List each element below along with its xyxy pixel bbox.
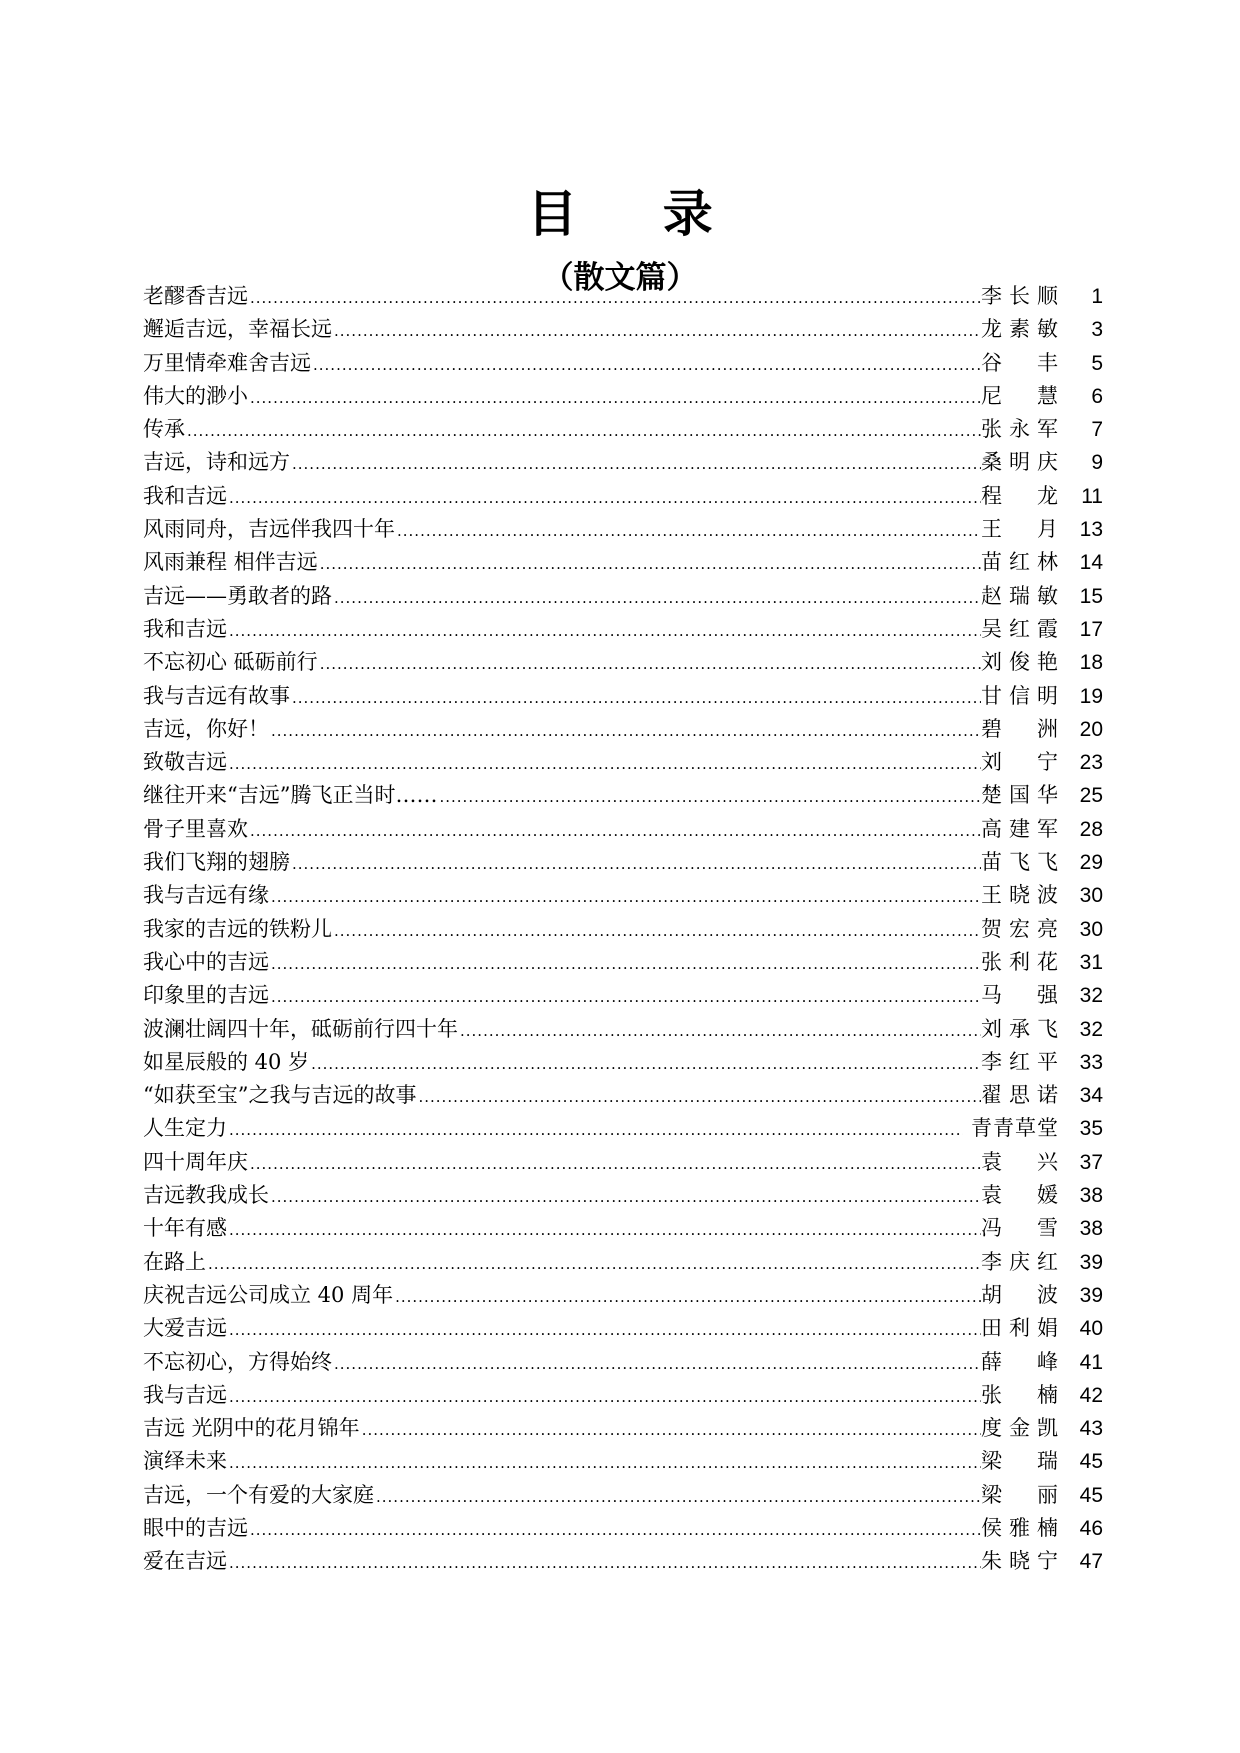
toc-entry[interactable] bbox=[143, 1279, 1103, 1312]
toc-entry-page: 37 bbox=[1079, 1150, 1103, 1174]
dot-leader bbox=[311, 1046, 981, 1079]
toc-entry-page: 17 bbox=[1079, 617, 1103, 641]
toc-entry-author: 楚国华 bbox=[981, 783, 1059, 808]
toc-entry-page: 46 bbox=[1079, 1516, 1103, 1540]
dot-leader bbox=[292, 846, 981, 879]
toc-entry[interactable] bbox=[143, 1512, 1103, 1545]
toc-entry-title: 爱在吉远 bbox=[143, 1549, 227, 1574]
toc-entry-author: 薛 峰 bbox=[981, 1349, 1059, 1374]
toc-entry-author: 冯 雪 bbox=[981, 1216, 1059, 1241]
toc-entry[interactable] bbox=[143, 1312, 1103, 1345]
toc-entry-title: 四十周年庆 bbox=[143, 1149, 248, 1174]
toc-entry-author: 刘俊艳 bbox=[981, 650, 1059, 675]
toc-entry-page: 13 bbox=[1079, 518, 1103, 542]
toc-entry-title: 如星辰般的 40 岁 bbox=[143, 1049, 310, 1074]
dot-leader bbox=[229, 613, 981, 646]
toc-entry-title: 大爱吉远 bbox=[143, 1316, 227, 1341]
toc-entry-title: 吉远，你好！ bbox=[143, 716, 269, 741]
toc-entry-title: 不忘初心 砥砺前行 bbox=[143, 650, 318, 675]
toc-entry-page: 35 bbox=[1079, 1117, 1103, 1141]
toc-entry[interactable] bbox=[143, 1379, 1103, 1412]
toc-entry-title: 吉远 光阴中的花月锦年 bbox=[143, 1416, 360, 1441]
toc-entry-page: 6 bbox=[1091, 384, 1103, 408]
toc-entry-author: 侯雅楠 bbox=[981, 1515, 1059, 1540]
toc-entry-page: 25 bbox=[1079, 784, 1103, 808]
toc-entry[interactable] bbox=[143, 913, 1103, 946]
toc-entry-author: 李红平 bbox=[981, 1049, 1059, 1074]
dot-leader bbox=[250, 1512, 981, 1545]
toc-entry-page: 20 bbox=[1079, 717, 1103, 741]
toc-entry-title: 我们飞翔的翅膀 bbox=[143, 850, 290, 875]
toc-entry[interactable] bbox=[143, 979, 1103, 1012]
toc-entry-title: 传承 bbox=[143, 417, 185, 442]
toc-entry[interactable] bbox=[143, 1179, 1103, 1212]
dot-leader bbox=[271, 946, 981, 979]
toc-entry-author: 张利花 bbox=[981, 949, 1059, 974]
toc-entry-author: 桑明庆 bbox=[981, 450, 1059, 475]
toc-entry-page: 30 bbox=[1079, 884, 1103, 908]
section-title: （散文篇） bbox=[542, 259, 698, 296]
dot-leader bbox=[376, 1479, 981, 1512]
toc-entry-author: 程 龙 bbox=[981, 483, 1059, 508]
toc-entry-author: 刘 宁 bbox=[981, 750, 1059, 775]
toc-entry-author: 贺宏亮 bbox=[981, 916, 1059, 941]
toc-entry-title: 风雨同舟，吉远伴我四十年 bbox=[143, 517, 395, 542]
toc-entry[interactable] bbox=[143, 380, 1103, 413]
toc-entry-author: 袁 兴 bbox=[981, 1149, 1059, 1174]
toc-entry[interactable] bbox=[143, 446, 1103, 479]
dot-leader bbox=[313, 347, 981, 380]
dot-leader bbox=[229, 1545, 981, 1578]
dot-leader bbox=[271, 713, 981, 746]
toc-entry-title: 我与吉远有缘 bbox=[143, 883, 269, 908]
dot-leader bbox=[271, 1179, 981, 1212]
toc-entry-title: 眼中的吉远 bbox=[143, 1515, 248, 1540]
dot-leader bbox=[250, 1146, 981, 1179]
toc-entry-page: 9 bbox=[1091, 451, 1103, 475]
toc-entry-page: 23 bbox=[1079, 751, 1103, 775]
toc-entry[interactable] bbox=[143, 1545, 1103, 1578]
toc-entry-page: 19 bbox=[1079, 684, 1103, 708]
dot-leader bbox=[250, 380, 981, 413]
dot-leader bbox=[250, 813, 981, 846]
dot-leader bbox=[418, 1079, 981, 1112]
toc-entry-author: 甘信明 bbox=[981, 683, 1059, 708]
toc-entry[interactable] bbox=[143, 746, 1103, 779]
toc-entry-page: 45 bbox=[1079, 1483, 1103, 1507]
toc-entry[interactable] bbox=[143, 1246, 1103, 1279]
toc-entry-author: 龙素敏 bbox=[981, 317, 1059, 342]
dot-leader bbox=[439, 779, 981, 812]
toc-entry-title: 骨子里喜欢 bbox=[143, 816, 248, 841]
toc-entry[interactable] bbox=[143, 480, 1103, 513]
table-of-contents bbox=[143, 280, 1103, 1579]
toc-entry[interactable] bbox=[143, 1212, 1103, 1245]
toc-entry-author: 李庆红 bbox=[981, 1249, 1059, 1274]
toc-entry-author: 青青草堂 bbox=[971, 1116, 1059, 1141]
toc-entry[interactable] bbox=[143, 813, 1103, 846]
toc-entry-title: 吉远教我成长 bbox=[143, 1183, 269, 1208]
toc-entry-page: 28 bbox=[1079, 817, 1103, 841]
toc-entry[interactable] bbox=[143, 879, 1103, 912]
dot-leader bbox=[320, 546, 981, 579]
dot-leader bbox=[229, 1445, 981, 1478]
dot-leader bbox=[362, 1412, 981, 1445]
toc-entry[interactable] bbox=[143, 1013, 1103, 1046]
toc-entry[interactable] bbox=[143, 1046, 1103, 1079]
toc-entry[interactable] bbox=[143, 646, 1103, 679]
toc-entry-title: 十年有感 bbox=[143, 1216, 227, 1241]
toc-entry[interactable] bbox=[143, 680, 1103, 713]
toc-entry-title: 演绎未来 bbox=[143, 1449, 227, 1474]
toc-entry-author: 袁 媛 bbox=[981, 1183, 1059, 1208]
toc-entry-author: 王晓波 bbox=[981, 883, 1059, 908]
toc-entry-author: 谷 丰 bbox=[981, 350, 1059, 375]
page-title: 目 录 bbox=[527, 184, 747, 243]
dot-leader bbox=[229, 1379, 981, 1412]
toc-entry-author: 苗飞飞 bbox=[981, 850, 1059, 875]
toc-entry[interactable] bbox=[143, 413, 1103, 446]
toc-entry-page: 32 bbox=[1079, 984, 1103, 1008]
toc-entry-title: 致敬吉远 bbox=[143, 750, 227, 775]
toc-entry-page: 3 bbox=[1091, 318, 1103, 342]
toc-entry-title: 吉远——勇敢者的路 bbox=[143, 583, 332, 608]
toc-entry[interactable] bbox=[143, 1412, 1103, 1445]
toc-entry-title: 我和吉远 bbox=[143, 616, 227, 641]
dot-leader bbox=[460, 1013, 981, 1046]
toc-entry-page: 38 bbox=[1079, 1217, 1103, 1241]
toc-entry-page: 11 bbox=[1081, 484, 1103, 508]
dot-leader bbox=[208, 1246, 981, 1279]
dot-leader bbox=[229, 1212, 981, 1245]
toc-entry-title: 我心中的吉远 bbox=[143, 949, 269, 974]
toc-entry[interactable] bbox=[143, 1346, 1103, 1379]
dot-leader bbox=[229, 1312, 981, 1345]
toc-entry[interactable] bbox=[143, 280, 1103, 313]
toc-entry-page: 33 bbox=[1079, 1050, 1103, 1074]
toc-entry-title: 我和吉远 bbox=[143, 483, 227, 508]
toc-entry[interactable] bbox=[143, 313, 1103, 346]
toc-entry-page: 5 bbox=[1091, 351, 1103, 375]
toc-entry[interactable] bbox=[143, 713, 1103, 746]
toc-entry[interactable] bbox=[143, 1479, 1103, 1512]
toc-entry[interactable] bbox=[143, 1112, 1103, 1145]
toc-entry-author: 李长顺 bbox=[981, 284, 1059, 308]
toc-entry-title: 继往开来“吉远”腾飞正当时…… bbox=[143, 783, 438, 808]
toc-entry[interactable] bbox=[143, 779, 1103, 812]
toc-entry-author: 梁 瑞 bbox=[981, 1449, 1059, 1474]
dot-leader bbox=[397, 513, 981, 546]
toc-entry-title: 风雨兼程 相伴吉远 bbox=[143, 550, 318, 575]
toc-entry[interactable] bbox=[143, 946, 1103, 979]
toc-entry-title: 在路上 bbox=[143, 1249, 206, 1274]
dot-leader bbox=[229, 1112, 963, 1145]
toc-entry-page: 7 bbox=[1091, 418, 1103, 442]
toc-entry-page: 41 bbox=[1079, 1350, 1103, 1374]
toc-entry-page: 39 bbox=[1079, 1250, 1103, 1274]
dot-leader bbox=[292, 680, 981, 713]
toc-entry-page: 40 bbox=[1079, 1317, 1103, 1341]
toc-entry-title: 万里情牵难舍吉远 bbox=[143, 350, 311, 375]
toc-entry-author: 赵瑞敏 bbox=[981, 583, 1059, 608]
dot-leader bbox=[250, 280, 981, 313]
toc-entry-title: 吉远，一个有爱的大家庭 bbox=[143, 1482, 374, 1507]
toc-entry-title: 邂逅吉远，幸福长远 bbox=[143, 317, 332, 342]
toc-entry-author: 苗红林 bbox=[981, 550, 1059, 575]
toc-entry-title: 印象里的吉远 bbox=[143, 983, 269, 1008]
toc-entry-author: 胡 波 bbox=[981, 1282, 1059, 1307]
toc-entry-title: 我与吉远有故事 bbox=[143, 683, 290, 708]
toc-entry-author: 碧 洲 bbox=[981, 716, 1059, 741]
toc-entry-page: 39 bbox=[1079, 1283, 1103, 1307]
dot-leader bbox=[292, 446, 981, 479]
dot-leader bbox=[271, 879, 981, 912]
toc-entry-author: 刘承飞 bbox=[981, 1016, 1059, 1041]
toc-entry[interactable] bbox=[143, 846, 1103, 879]
dot-leader bbox=[187, 413, 981, 446]
toc-entry-author: 朱晓宁 bbox=[981, 1549, 1059, 1574]
toc-entry-page: 15 bbox=[1079, 584, 1103, 608]
toc-entry-page: 14 bbox=[1079, 551, 1103, 575]
dot-leader bbox=[334, 580, 981, 613]
toc-entry-page: 42 bbox=[1079, 1383, 1103, 1407]
toc-entry-author: 吴红霞 bbox=[981, 616, 1059, 641]
toc-entry-title: 吉远，诗和远方 bbox=[143, 450, 290, 475]
dot-leader bbox=[334, 313, 981, 346]
toc-entry-page: 47 bbox=[1079, 1550, 1103, 1574]
toc-entry[interactable] bbox=[143, 347, 1103, 380]
toc-entry-title: 老醪香吉远 bbox=[143, 284, 248, 308]
toc-entry[interactable] bbox=[143, 613, 1103, 646]
dot-leader bbox=[395, 1279, 981, 1312]
toc-entry-page: 34 bbox=[1079, 1084, 1103, 1108]
dot-leader bbox=[229, 746, 981, 779]
toc-entry-title: 我家的吉远的铁粉儿 bbox=[143, 916, 332, 941]
toc-entry[interactable] bbox=[143, 580, 1103, 613]
toc-entry-page: 30 bbox=[1079, 917, 1103, 941]
toc-entry[interactable] bbox=[143, 1079, 1103, 1112]
dot-leader bbox=[271, 979, 981, 1012]
toc-entry-page: 32 bbox=[1079, 1017, 1103, 1041]
toc-entry-title: 波澜壮阔四十年，砥砺前行四十年 bbox=[143, 1016, 458, 1041]
toc-entry-title: 我与吉远 bbox=[143, 1382, 227, 1407]
toc-entry-author: 梁 丽 bbox=[981, 1482, 1059, 1507]
toc-entry-author: 张永军 bbox=[981, 417, 1059, 442]
toc-entry[interactable] bbox=[143, 1146, 1103, 1179]
dot-leader bbox=[320, 646, 981, 679]
toc-entry-page: 18 bbox=[1079, 651, 1103, 675]
toc-entry-author: 马 强 bbox=[981, 983, 1059, 1008]
toc-entry[interactable] bbox=[143, 513, 1103, 546]
toc-entry-author: 度金凯 bbox=[981, 1416, 1059, 1441]
toc-entry-title: 人生定力 bbox=[143, 1116, 227, 1141]
dot-leader bbox=[334, 1346, 981, 1379]
dot-leader bbox=[229, 480, 981, 513]
toc-entry-page: 38 bbox=[1079, 1184, 1103, 1208]
toc-entry-page: 45 bbox=[1079, 1450, 1103, 1474]
toc-entry-author: 翟思诺 bbox=[981, 1083, 1059, 1108]
toc-entry[interactable] bbox=[143, 1445, 1103, 1478]
toc-entry-author: 张 楠 bbox=[981, 1382, 1059, 1407]
toc-entry-title: “如获至宝”之我与吉远的故事 bbox=[143, 1083, 417, 1108]
toc-entry-author: 王 月 bbox=[981, 517, 1059, 542]
toc-entry-author: 高建军 bbox=[981, 816, 1059, 841]
toc-entry-title: 伟大的渺小 bbox=[143, 383, 248, 408]
toc-entry-page: 1 bbox=[1091, 285, 1103, 308]
toc-entry-page: 43 bbox=[1079, 1417, 1103, 1441]
toc-entry[interactable] bbox=[143, 546, 1103, 579]
toc-entry-author: 尼 慧 bbox=[981, 383, 1059, 408]
toc-entry-title: 不忘初心，方得始终 bbox=[143, 1349, 332, 1374]
toc-entry-page: 31 bbox=[1079, 950, 1103, 974]
dot-leader bbox=[334, 913, 981, 946]
toc-entry-author: 田利娟 bbox=[981, 1316, 1059, 1341]
toc-entry-page: 29 bbox=[1079, 851, 1103, 875]
toc-entry-title: 庆祝吉远公司成立 40 周年 bbox=[143, 1282, 394, 1307]
